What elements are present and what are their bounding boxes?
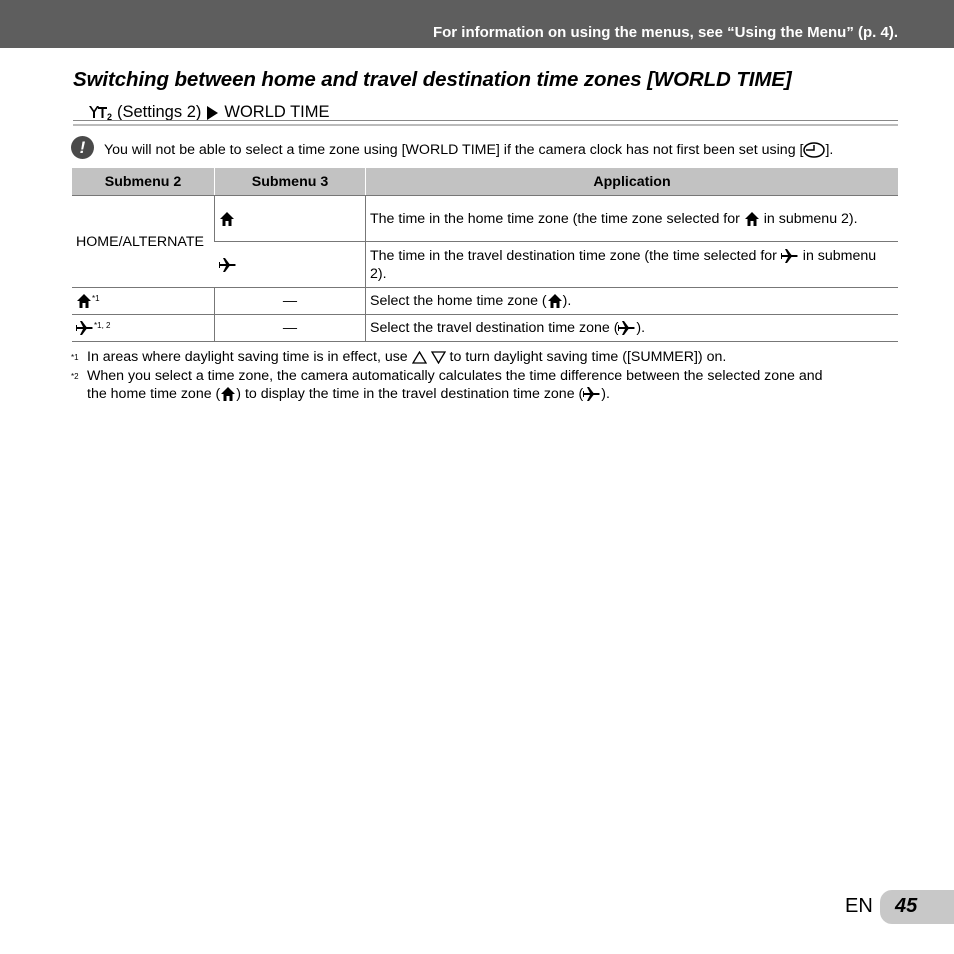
world-time-table (72, 168, 898, 342)
footnote-2 (71, 367, 901, 404)
settings2-icon (88, 104, 113, 122)
home-icon (220, 386, 236, 402)
top-banner (0, 0, 954, 48)
home-alternate-cell: HOME/ALTERNATE (72, 196, 215, 288)
footnote-text: In areas where daylight saving time is in effect, use (87, 349, 412, 365)
language-label: EN (845, 895, 873, 917)
footnotes (71, 348, 901, 404)
page-title: Switching between home and travel destination time zones [WORLD TIME] (73, 68, 792, 91)
submenu3-cell: — (215, 315, 366, 342)
clock-icon (803, 142, 825, 158)
app-text: Select the home time zone ( (370, 293, 547, 309)
page-number: 45 (895, 895, 918, 917)
app-text: Select the travel destination time zone ( (370, 320, 619, 336)
airplane-icon (76, 320, 94, 336)
note-text-end: ]. (825, 142, 834, 158)
app-text: The time in the home time zone (the time zone selected for (370, 210, 744, 227)
footnote-text: When you select a time zone, the camera automatically calculates the time difference between the selected zone and (87, 367, 823, 384)
airplane-icon (618, 320, 636, 336)
application-cell (366, 288, 899, 315)
submenu3-cell: — (215, 288, 366, 315)
footnote-mark: *1 (71, 353, 79, 362)
footnote-text: ). (601, 386, 610, 402)
table-row (72, 288, 898, 315)
note-text: You will not be able to select a time zone using [WORLD TIME] if the camera clock has not first been set using [ (104, 142, 804, 158)
settings-label: (Settings 2) (117, 103, 202, 121)
caution-note (71, 136, 901, 159)
submenu2-cell (72, 315, 215, 342)
application-cell (366, 196, 899, 242)
world-time-label: WORLD TIME (224, 103, 330, 121)
menu-info-text: For information on using the menus, see “Using the Menu” (p. 4). (432, 24, 898, 41)
app-text: in submenu 2). (759, 210, 858, 227)
caution-icon: ! (71, 136, 94, 159)
home-icon (76, 293, 92, 309)
home-icon (547, 293, 563, 309)
submenu3-cell (215, 196, 366, 242)
footnote-1 (71, 348, 901, 367)
airplane-icon (583, 386, 601, 402)
footnote-ref: *1 (92, 294, 100, 303)
airplane-icon (219, 257, 237, 273)
divider-rule (73, 120, 898, 121)
app-text: ). (636, 320, 646, 336)
application-cell (366, 242, 899, 288)
header-application: Application (366, 168, 899, 196)
down-triangle-icon (431, 351, 446, 364)
app-text: in submenu 2). (370, 247, 877, 282)
submenu2-cell (72, 288, 215, 315)
application-cell (366, 315, 899, 342)
footnote-text: to turn daylight saving time ([SUMMER]) on. (445, 349, 727, 365)
play-triangle-icon (207, 106, 218, 120)
header-submenu3: Submenu 3 (215, 168, 366, 196)
home-icon (744, 211, 760, 227)
footnote-mark: *2 (71, 371, 79, 381)
submenu3-cell (215, 242, 366, 288)
table-header-row (72, 168, 898, 196)
header-submenu2: Submenu 2 (72, 168, 215, 196)
up-triangle-icon (412, 351, 427, 364)
footnote-text: ) to display the time in the travel destination time zone ( (236, 386, 584, 402)
table-row (72, 196, 898, 242)
table-row (72, 315, 898, 342)
footnote-text: the home time zone ( (87, 386, 221, 402)
svg-text:2: 2 (107, 111, 113, 122)
divider-rule-thick (73, 124, 898, 126)
app-text: ). (562, 293, 572, 309)
home-icon (219, 211, 235, 227)
footnote-ref: *1, 2 (94, 321, 111, 330)
app-text: The time in the travel destination time zone (the time selected for (370, 247, 781, 264)
airplane-icon (781, 248, 799, 264)
